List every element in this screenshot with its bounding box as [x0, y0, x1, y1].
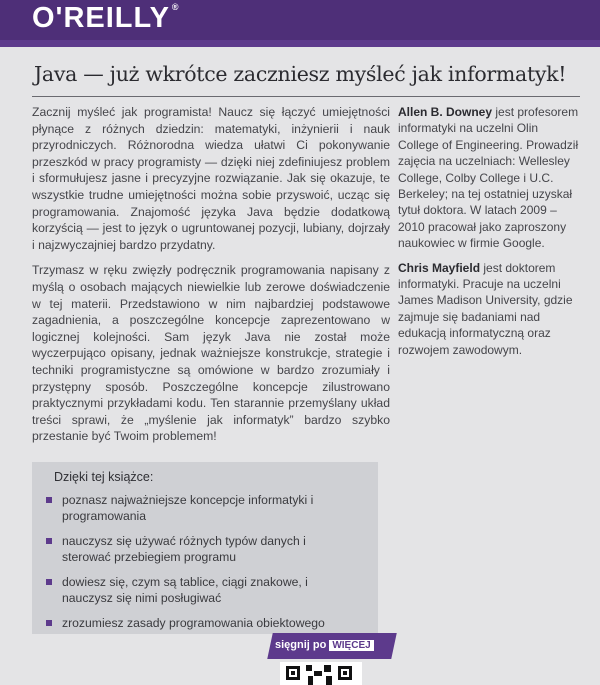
headline-rule: [32, 96, 580, 97]
author-name: Allen B. Downey: [398, 105, 493, 119]
bullet-icon: [46, 538, 52, 544]
publisher-logo: O'REILLY ®: [32, 2, 180, 34]
author-bio-text: jest doktorem informatyki. Pracuje na uczelni James Madison University, gdzie zajmuje się badaniami nad edukacją informatyczną oraz rozwojem zawodowym.: [398, 260, 573, 357]
bullet-icon: [46, 620, 52, 626]
benefit-item: nauczysz się używać różnych typów danych i sterować przebiegiem programu: [32, 533, 352, 565]
registered-mark: ®: [171, 2, 180, 12]
bullet-icon: [46, 579, 52, 585]
benefits-title: Dzięki tej książce:: [54, 470, 154, 484]
benefit-item: dowiesz się, czym są tablice, ciągi znakowe, i nauczysz się nimi posługiwać: [32, 574, 352, 606]
publisher-strip: [0, 40, 600, 47]
description-paragraph-2: Trzymasz w ręku zwięzły podręcznik programowania napisany z myślą o osobach mających niewielkie lub zerowe doświadczenie w tej materii. Przedstawiono w nim najbardziej podstawowe zagadnienia, a poszczególne koncepcje zaprezentowano w logicznej kolejności. Sam język Java nie został może wyczerpująco opisany, jednak ważniejsze konstrukcje, strategie i techniki programistyczne są omówione w bardzo zrozumiały i przystępny sposób. Poszczególne koncepcje zilustrowano praktycznymi przykładami kodu. Ten starannie przemyślany układ treści sprawi, że „myślenie jak informatyk” bardzo szybko przestanie być Twoim problemem!: [32, 263, 390, 444]
benefit-item: zrozumiesz zasady programowania obiektowego: [32, 615, 352, 631]
author-bio-1: [398, 104, 580, 252]
more-badge-word: WIĘCEJ: [329, 640, 373, 651]
more-badge: sięgnij po WIĘCEJ: [275, 639, 374, 651]
description-paragraph-1: Zacznij myśleć jak programista! Naucz się łączyć umiejętności płynące z różnych dziedzin: matematyki, inżynierii i nauk przyrodniczych. Różnorodna wiedza ułatwi Ci pokonywanie przeszkód w pracy programisty — dzięki niej zdefiniujesz problem i sformułujesz jasne i precyzyjne rozwiązanie. Jak się okazuje, te wszystkie trudne umiejętności można sobie przyswoić, ucząc się programowania. Znajomość języka Java będzie dodatkową korzyścią — jest to język o ugruntowanej pozycji, lubiany, dojrzały i najzwyczajniej bardzo przydatny.: [32, 105, 390, 252]
benefit-item: poznasz najważniejsze koncepcje informatyki i programowania: [32, 492, 352, 524]
author-bio-2: [398, 260, 580, 358]
qr-code-icon: [280, 662, 362, 685]
author-bio-text: jest profesorem informatyki na uczelni Olin College of Engineering. Prowadził zajęcia na uczelniach: Wellesley College, Colby College i U.C. Berkeley; na tej ostatniej uzyskał tytuł doktora. W latach 2009 – 2010 pracował jako zaproszony naukowiec w firmie Google.: [398, 105, 579, 251]
author-name: Chris Mayfield: [398, 260, 481, 275]
benefits-box: [32, 462, 378, 634]
main-description: [32, 104, 390, 454]
bullet-icon: [46, 497, 52, 503]
headline: Java — już wkrótce zaczniesz myśleć jak informatyk!: [34, 62, 567, 86]
authors-column: [398, 104, 580, 366]
